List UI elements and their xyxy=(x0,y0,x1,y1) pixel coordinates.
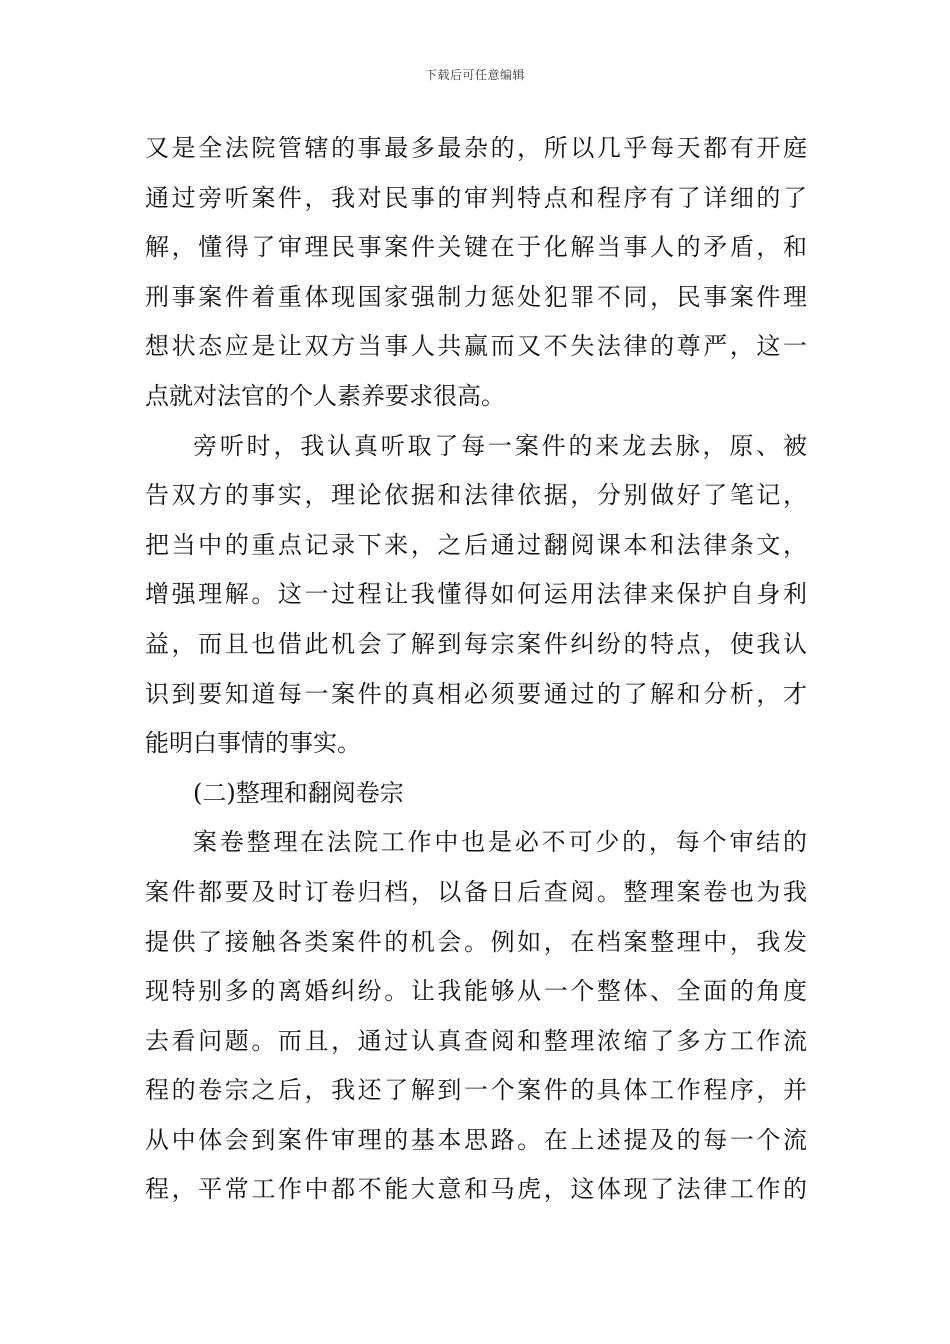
text-line: 点就对法官的个人素养要求很高。 xyxy=(145,381,505,410)
body-text xyxy=(145,124,807,1215)
text-line: 案卷整理在法院工作中也是必不可少的，每个审结的 xyxy=(193,828,807,857)
page-header: 下载后可任意编辑 xyxy=(424,68,525,82)
text-line: 解，懂得了审理民事案件关键在于化解当事人的矛盾，和 xyxy=(145,233,807,262)
text-line: 提供了接触各类案件的机会。例如，在档案整理中，我发 xyxy=(145,927,807,956)
text-line: 又是全法院管辖的事最多最杂的，所以几乎每天都有开庭 xyxy=(145,134,807,162)
text-line: 旁听时，我认真听取了每一案件的来龙去脉，原、被 xyxy=(193,431,807,460)
text-line: 程的卷宗之后，我还了解到一个案件的具体工作程序，并 xyxy=(145,1076,807,1105)
text-line: 通过旁听案件，我对民事的审判特点和程序有了详细的了 xyxy=(145,183,807,212)
text-line: 案件都要及时订卷归档，以备日后查阅。整理案卷也为我 xyxy=(145,877,807,906)
text-line: 从中体会到案件审理的基本思路。在上述提及的每一个流 xyxy=(145,1125,807,1154)
text-line: 识到要知道每一案件的真相必须要通过的了解和分析，才 xyxy=(145,679,807,708)
text-line: 现特别多的离婚纠纷。让我能够从一个整体、全面的角度 xyxy=(145,977,807,1006)
text-line: (二)整理和翻阅卷宗 xyxy=(193,778,404,807)
text-line: 刑事案件着重体现国家强制力惩处犯罪不同，民事案件理 xyxy=(145,282,807,311)
text-line: 告双方的事实，理论依据和法律依据，分别做好了笔记， xyxy=(145,481,807,510)
text-line: 增强理解。这一过程让我懂得如何运用法律来保护自身利 xyxy=(145,580,807,609)
text-line: 程，平常工作中都不能大意和马虎，这体现了法律工作的 xyxy=(145,1175,807,1204)
text-line: 能明白事情的事实。 xyxy=(145,729,361,758)
text-line: 益，而且也借此机会了解到每宗案件纠纷的特点，使我认 xyxy=(145,629,807,658)
text-line: 去看问题。而且，通过认真查阅和整理浓缩了多方工作流 xyxy=(145,1026,807,1055)
text-line: 把当中的重点记录下来，之后通过翻阅课本和法律条文， xyxy=(145,530,807,559)
text-line: 想状态应是让双方当事人共赢而又不失法律的尊严，这一 xyxy=(145,332,807,361)
